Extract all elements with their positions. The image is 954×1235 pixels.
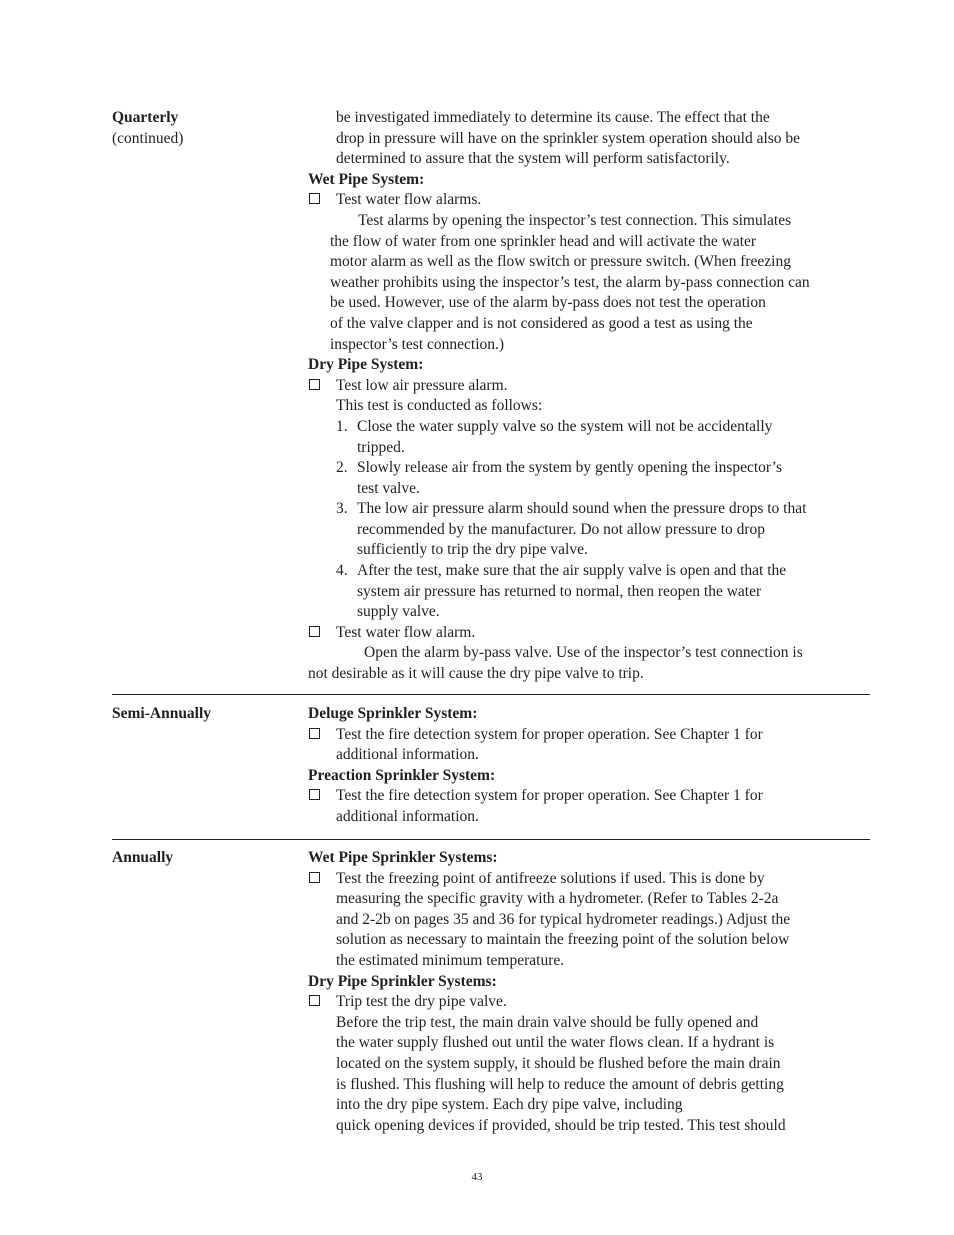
text-line: the flow of water from one sprinkler head and will activate the water	[330, 232, 757, 250]
step-number: 1.	[336, 417, 348, 435]
text-line: Test alarms by opening the inspector’s test connection. This simulates	[358, 211, 792, 229]
checkbox-icon[interactable]	[309, 728, 320, 739]
checklist-item	[308, 725, 874, 746]
section-heading: Semi-Annually	[112, 705, 212, 722]
numbered-step	[308, 499, 874, 520]
step-text: Slowly release air from the system by gently opening the inspector’s	[357, 459, 783, 477]
step-text: The low air pressure alarm should sound when the pressure drops to that	[357, 500, 807, 518]
text-line: measuring the specific gravity with a hydrometer. (Refer to Tables 2-2a	[336, 890, 779, 908]
subsection-heading: Preaction Sprinkler System:	[308, 766, 496, 784]
step-number: 2.	[336, 459, 348, 477]
checklist-item-label: Test low air pressure alarm.	[336, 376, 508, 394]
step-number: 4.	[336, 562, 348, 580]
text-line: quick opening devices if provided, should be trip tested. This test should	[336, 1116, 786, 1134]
subsection-heading: Dry Pipe System:	[308, 356, 424, 374]
page-number: 43	[471, 1171, 483, 1183]
checklist-item-label: Test water flow alarms.	[336, 191, 482, 209]
checkbox-icon[interactable]	[309, 789, 320, 800]
text-line: Before the trip test, the main drain valve should be fully opened and	[336, 1013, 759, 1031]
text-line: be investigated immediately to determine its cause. The effect that the	[336, 109, 770, 126]
checklist-item	[308, 623, 874, 644]
section-label	[112, 848, 302, 869]
checklist-item	[308, 786, 874, 807]
numbered-step	[308, 561, 874, 582]
step-text: After the test, make sure that the air supply valve is open and that the	[357, 562, 787, 580]
section-subheading: (continued)	[112, 129, 184, 147]
subsection-heading: Dry Pipe Sprinkler Systems:	[308, 972, 497, 990]
text-line: is flushed. This flushing will help to reduce the amount of debris getting	[336, 1075, 784, 1093]
step-text: Close the water supply valve so the system will not be accidentally	[357, 417, 773, 435]
text-line: weather prohibits using the inspector’s test, the alarm by-pass connection can	[330, 273, 810, 291]
checklist-item	[308, 190, 874, 211]
checkbox-icon[interactable]	[309, 995, 320, 1006]
checkbox-icon[interactable]	[309, 193, 320, 204]
checkbox-icon[interactable]	[309, 379, 320, 390]
section-heading: Quarterly	[112, 109, 179, 126]
step-text: recommended by the manufacturer. Do not allow pressure to drop	[357, 520, 766, 538]
step-number: 3.	[336, 500, 348, 518]
checklist-item-label: Test the freezing point of antifreeze solutions if used. This is done by	[336, 869, 765, 887]
text-line: inspector’s test connection.)	[330, 335, 505, 353]
step-text: system air pressure has returned to normal, then reopen the water	[357, 582, 762, 600]
section-content	[308, 704, 874, 828]
text-line: into the dry pipe system. Each dry pipe valve, including	[336, 1096, 683, 1114]
text-line: of the valve clapper and is not considered as good a test as using the	[330, 314, 753, 332]
text-line: motor alarm as well as the flow switch or pressure switch. (When freezing	[330, 253, 791, 271]
text-line: located on the system supply, it should be flushed before the main drain	[336, 1054, 781, 1072]
checklist-item-label: Trip test the dry pipe valve.	[336, 993, 507, 1011]
text-line: be used. However, use of the alarm by-pass does not test the operation	[330, 294, 766, 312]
section-content	[308, 108, 874, 685]
text-line: drop in pressure will have on the sprinkler system operation should also be	[336, 129, 801, 147]
section-label	[112, 108, 302, 149]
checklist-item-label: Test the fire detection system for proper operation. See Chapter 1 for	[336, 725, 763, 743]
subsection-heading: Deluge Sprinkler System:	[308, 705, 478, 722]
section-divider	[112, 839, 870, 840]
checklist-item	[308, 869, 874, 890]
section-heading: Annually	[112, 849, 174, 866]
checkbox-icon[interactable]	[309, 626, 320, 637]
text-line: determined to assure that the system will perform satisfactorily.	[336, 150, 730, 168]
step-text: sufficiently to trip the dry pipe valve.	[357, 541, 588, 559]
subsection-heading: Wet Pipe Sprinkler Systems:	[308, 849, 498, 866]
text-line: additional information.	[336, 807, 479, 825]
checklist-item	[308, 376, 874, 397]
text-line: and 2-2b on pages 35 and 36 for typical hydrometer readings.) Adjust the	[336, 910, 791, 928]
step-text: tripped.	[357, 438, 405, 456]
text-line: not desirable as it will cause the dry pipe valve to trip.	[308, 665, 644, 683]
numbered-step	[308, 458, 874, 479]
text-line: This test is conducted as follows:	[336, 397, 543, 415]
text-line: additional information.	[336, 746, 479, 764]
checklist-item	[308, 992, 874, 1013]
checklist-item-label: Test the fire detection system for proper operation. See Chapter 1 for	[336, 787, 763, 805]
section-content	[308, 848, 874, 1136]
section-label	[112, 704, 302, 725]
checkbox-icon[interactable]	[309, 872, 320, 883]
step-text: test valve.	[357, 479, 420, 497]
step-text: supply valve.	[357, 603, 440, 621]
numbered-step	[308, 417, 874, 438]
subsection-heading: Wet Pipe System:	[308, 170, 425, 188]
text-line: solution as necessary to maintain the freezing point of the solution below	[336, 931, 790, 949]
section-divider	[112, 694, 870, 695]
text-line: the estimated minimum temperature.	[336, 951, 565, 969]
text-line: the water supply flushed out until the water flows clean. If a hydrant is	[336, 1034, 775, 1052]
checklist-item-label: Test water flow alarm.	[336, 623, 476, 641]
text-line: Open the alarm by-pass valve. Use of the inspector’s test connection is	[364, 644, 803, 662]
